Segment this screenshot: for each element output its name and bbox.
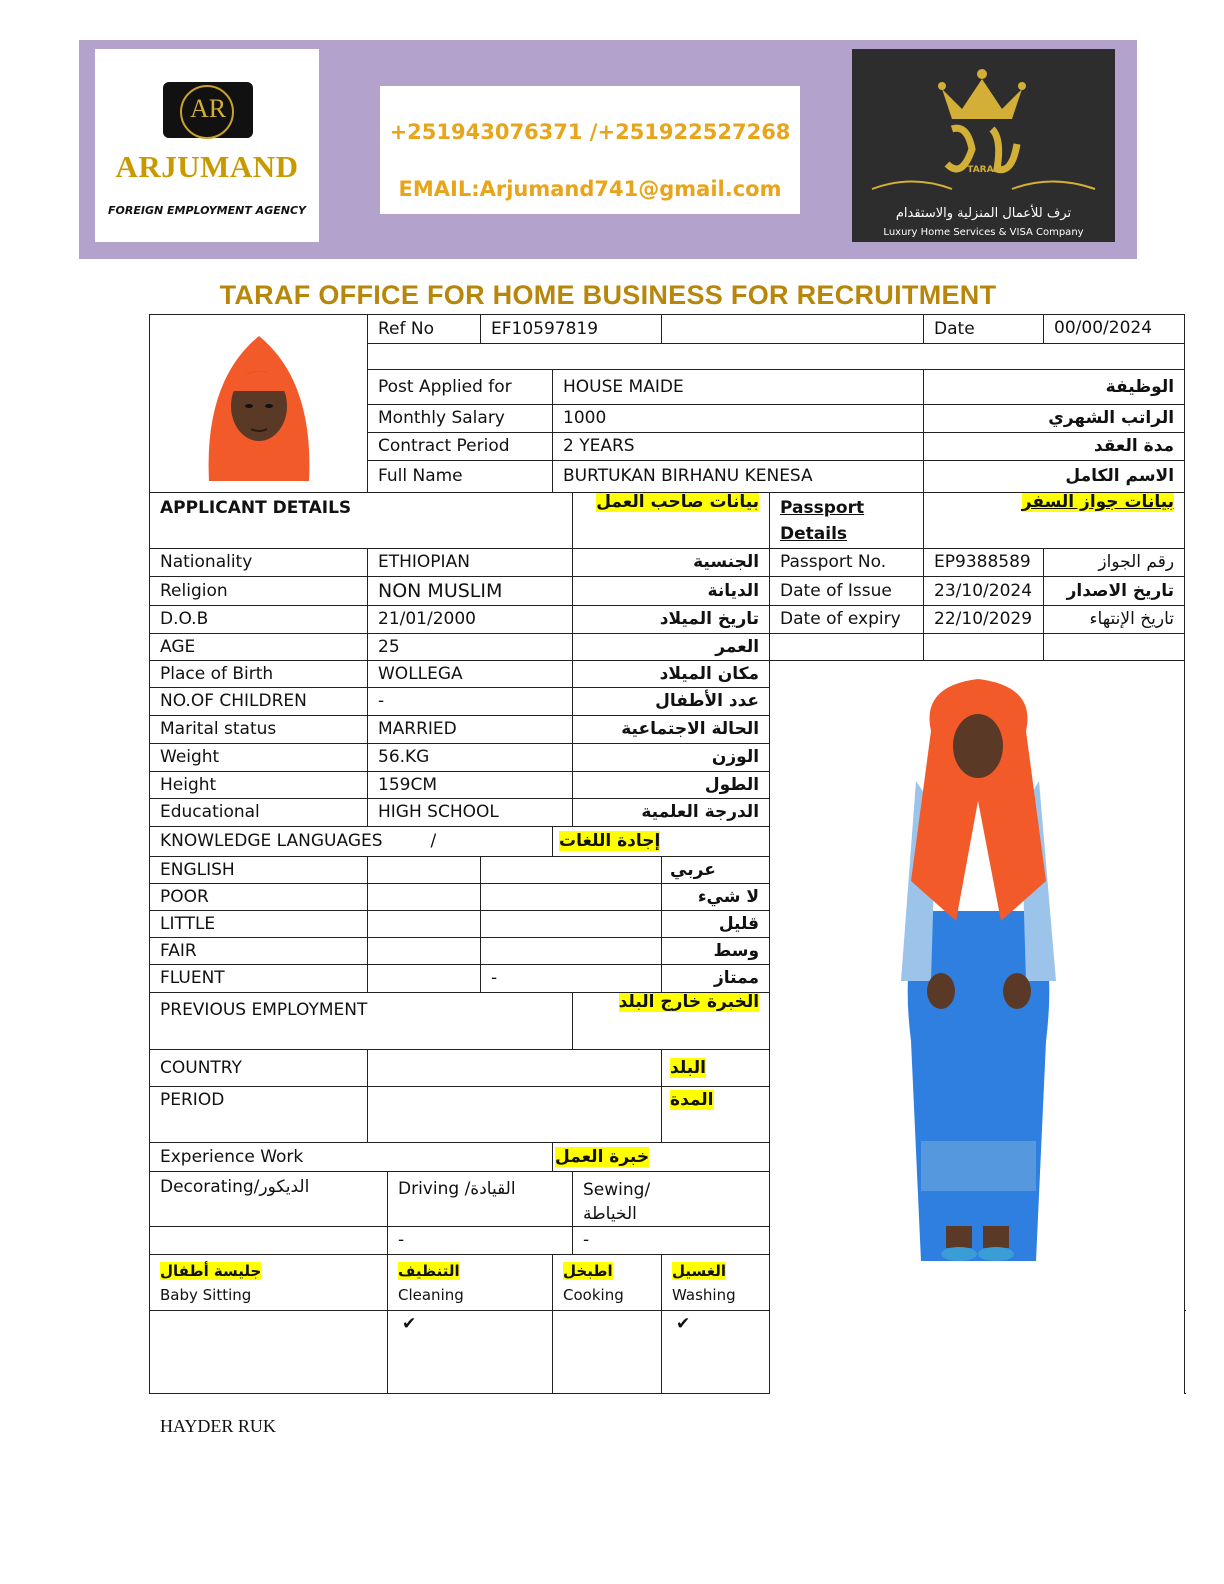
cooking-cell: اطبخل Cooking: [553, 1255, 662, 1311]
period-label: PERIOD: [150, 1087, 368, 1143]
expiry-date-value: 22/10/2029: [924, 606, 1044, 634]
cleaning-cell: التنظيف Cleaning: [388, 1255, 553, 1311]
lang-little-col3: [481, 911, 662, 938]
weight-label: Weight: [150, 744, 368, 772]
decorating-value: [150, 1227, 388, 1255]
lang-fair-label: FAIR: [150, 938, 368, 965]
fullbody-photo-cell: [770, 661, 1185, 1394]
country-arabic: البلد: [662, 1050, 770, 1087]
age-arabic: العمر: [573, 634, 770, 661]
employment-heading-arabic: الخبرة خارج البلد: [573, 993, 770, 1050]
lang-arabic: عربي: [662, 857, 770, 884]
nationality-arabic: الجنسية: [573, 549, 770, 577]
lang-little-label: LITTLE: [150, 911, 368, 938]
religion-value: NON MUSLIM: [368, 577, 573, 606]
lang-fluent-arabic: ممتاز: [662, 965, 770, 993]
period-arabic: المدة: [662, 1087, 770, 1143]
passport-no-arabic: رقم الجواز: [1044, 549, 1185, 577]
nationality-label: Nationality: [150, 549, 368, 577]
taraf-subtitle: Luxury Home Services & VISA Company: [883, 227, 1084, 238]
contract-label: Contract Period: [368, 433, 553, 461]
ref-empty: [662, 315, 924, 344]
country-value: [368, 1050, 662, 1087]
passport-empty-1: [770, 634, 924, 661]
passport-no-label: Passport No.: [770, 549, 924, 577]
experience-heading-arabic: خبرة العمل: [553, 1143, 770, 1172]
lang-poor-col2: [368, 884, 481, 911]
passport-heading: Passport Details: [770, 493, 924, 549]
taraf-name: TARAF: [967, 165, 1000, 175]
footer-author: HAYDER RUK: [160, 1416, 276, 1436]
age-label: AGE: [150, 634, 368, 661]
taraf-arabic: ترف للأعمال المنزلية والاستقدام: [895, 206, 1072, 221]
issue-date-value: 23/10/2024: [924, 577, 1044, 606]
arjumand-logo: [95, 49, 319, 242]
post-label: Post Applied for: [368, 370, 553, 405]
email-address: EMAIL:Arjumand741@gmail.com: [398, 177, 782, 201]
lang-english-label: ENGLISH: [150, 857, 368, 884]
lang-fluent-col3: -: [481, 965, 662, 993]
dob-label: D.O.B: [150, 606, 368, 634]
passport-no-value: EP9388589: [924, 549, 1044, 577]
cleaning-check: ✔: [388, 1311, 553, 1394]
decorating-cell: Decorating/الديكور: [150, 1172, 388, 1227]
applicant-form: [149, 314, 1185, 1394]
passport-heading-arabic: بيانات جواز السفر: [924, 493, 1185, 549]
religion-arabic: الديانة: [573, 577, 770, 606]
birthplace-label: Place of Birth: [150, 661, 368, 688]
washing-cell: الغسيل Washing: [662, 1255, 770, 1311]
portrait-photo-cell: [150, 315, 368, 493]
children-value: -: [368, 688, 573, 716]
weight-value: 56.KG: [368, 744, 573, 772]
lang-little-arabic: قليل: [662, 911, 770, 938]
logo-tagline: FOREIGN EMPLOYMENT AGENCY: [108, 204, 306, 217]
marital-value: MARRIED: [368, 716, 573, 744]
name-value: BURTUKAN BIRHANU KENESA: [553, 461, 924, 493]
salary-label: Monthly Salary: [368, 405, 553, 433]
lang-english-col3: [481, 857, 662, 884]
sewing-value: -: [573, 1227, 770, 1255]
ref-value: EF10597819: [481, 315, 662, 344]
period-value: [368, 1087, 662, 1143]
post-arabic: الوظيفة: [924, 370, 1185, 405]
expiry-date-arabic: تاريخ الإنتهاء: [1044, 606, 1185, 634]
languages-heading-arabic: إجادة اللغات: [553, 827, 770, 857]
dob-arabic: تاريخ الميلاد: [573, 606, 770, 634]
children-arabic: عدد الأطفال: [573, 688, 770, 716]
lang-fair-col2: [368, 938, 481, 965]
dob-value: 21/01/2000: [368, 606, 573, 634]
employment-heading: PREVIOUS EMPLOYMENT: [150, 993, 573, 1050]
driving-value: -: [388, 1227, 573, 1255]
birthplace-value: WOLLEGA: [368, 661, 573, 688]
applicant-heading-arabic: بيانات صاحب العمل: [573, 493, 770, 549]
education-value: HIGH SCHOOL: [368, 799, 573, 827]
nationality-value: ETHIOPIAN: [368, 549, 573, 577]
post-value: HOUSE MAIDE: [553, 370, 924, 405]
contract-arabic: مدة العقد: [924, 433, 1185, 461]
page-title: TARAF OFFICE FOR HOME BUSINESS FOR RECRUITMENT: [219, 280, 997, 310]
applicant-heading: APPLICANT DETAILS: [150, 493, 573, 549]
lang-fair-arabic: وسط: [662, 938, 770, 965]
lang-fluent-col2: [368, 965, 481, 993]
experience-heading: Experience Work: [150, 1143, 553, 1172]
salary-value: 1000: [553, 405, 924, 433]
sewing-cell: Sewing/ الخياطة: [573, 1172, 770, 1227]
contract-value: 2 YEARS: [553, 433, 924, 461]
education-label: Educational: [150, 799, 368, 827]
lang-fluent-label: FLUENT: [150, 965, 368, 993]
height-arabic: الطول: [573, 772, 770, 799]
taraf-logo: [852, 49, 1115, 242]
passport-empty-2: [924, 634, 1044, 661]
washing-check: ✔: [662, 1311, 770, 1394]
age-value: 25: [368, 634, 573, 661]
lang-poor-arabic: لا شيء: [662, 884, 770, 911]
driving-cell: Driving /القيادة: [388, 1172, 573, 1227]
height-value: 159CM: [368, 772, 573, 799]
lang-poor-label: POOR: [150, 884, 368, 911]
portrait-photo: [179, 321, 339, 481]
birthplace-arabic: مكان الميلاد: [573, 661, 770, 688]
country-label: COUNTRY: [150, 1050, 368, 1087]
lang-poor-col3: [481, 884, 662, 911]
name-label: Full Name: [368, 461, 553, 493]
logo-monogram-badge: [163, 82, 253, 138]
weight-arabic: الوزن: [573, 744, 770, 772]
name-arabic: الاسم الكامل: [924, 461, 1185, 493]
marital-arabic: الحالة الاجتماعية: [573, 716, 770, 744]
salary-arabic: الراتب الشهري: [924, 405, 1185, 433]
children-label: NO.OF CHILDREN: [150, 688, 368, 716]
issue-date-label: Date of Issue: [770, 577, 924, 606]
lang-fair-col3: [481, 938, 662, 965]
marital-label: Marital status: [150, 716, 368, 744]
lang-english-col2: [368, 857, 481, 884]
height-label: Height: [150, 772, 368, 799]
issue-date-arabic: تاريخ الاصدار: [1044, 577, 1185, 606]
logo-monogram: AR: [189, 94, 227, 123]
ref-label: Ref No: [368, 315, 481, 344]
passport-empty-3: [1044, 634, 1185, 661]
contact-box: [380, 86, 800, 214]
languages-heading: KNOWLEDGE LANGUAGES /: [150, 827, 553, 857]
fullbody-photo: [771, 661, 1184, 1307]
baby-sitting-cell: جليسة أطفال Baby Sitting: [150, 1255, 388, 1311]
education-arabic: الدرجة العلمية: [573, 799, 770, 827]
date-value: 00/00/2024: [1044, 315, 1185, 344]
religion-label: Religion: [150, 577, 368, 606]
phone-numbers: +251943076371 /+251922527268: [389, 120, 791, 144]
baby-sitting-check: [150, 1311, 388, 1394]
lang-little-col2: [368, 911, 481, 938]
cooking-check: [553, 1311, 662, 1394]
logo-brand: ARJUMAND: [115, 149, 299, 184]
date-label: Date: [924, 315, 1044, 344]
expiry-date-label: Date of expiry: [770, 606, 924, 634]
blank-row: [368, 344, 1185, 370]
